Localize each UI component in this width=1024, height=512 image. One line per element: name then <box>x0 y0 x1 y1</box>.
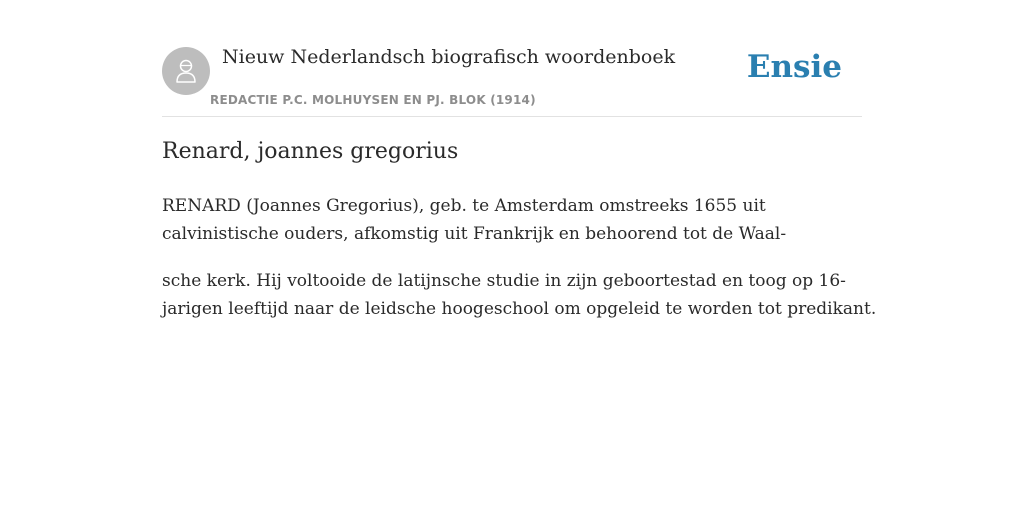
paragraph-line: RENARD (Joannes Gregorius), geb. te Amsterdam omstreeks 1655 uit <box>162 196 766 216</box>
user-icon <box>171 56 201 86</box>
paragraph-line: jarigen leeftijd naar de leidsche hoogeschool om opgeleid te worden tot predikant. <box>162 299 877 319</box>
paragraph-line: sche kerk. Hij voltooide de latijnsche studie in zijn geboortestad en toog op 16- <box>162 271 846 291</box>
brand-logo-link[interactable]: Ensie <box>746 49 842 85</box>
entry-paragraph <box>162 267 877 323</box>
entry-title: Renard, joannes gregorius <box>162 139 459 164</box>
source-header <box>162 40 862 117</box>
source-editors: REDACTIE P.C. MOLHUYSEN EN PJ. BLOK (1914) <box>210 93 536 107</box>
source-title[interactable]: Nieuw Nederlandsch biografisch woordenboek <box>222 46 676 68</box>
avatar[interactable] <box>162 47 210 95</box>
paragraph-line: calvinistische ouders, afkomstig uit Frankrijk en behoorend tot de Waal- <box>162 224 787 244</box>
entry-paragraph <box>162 192 862 248</box>
